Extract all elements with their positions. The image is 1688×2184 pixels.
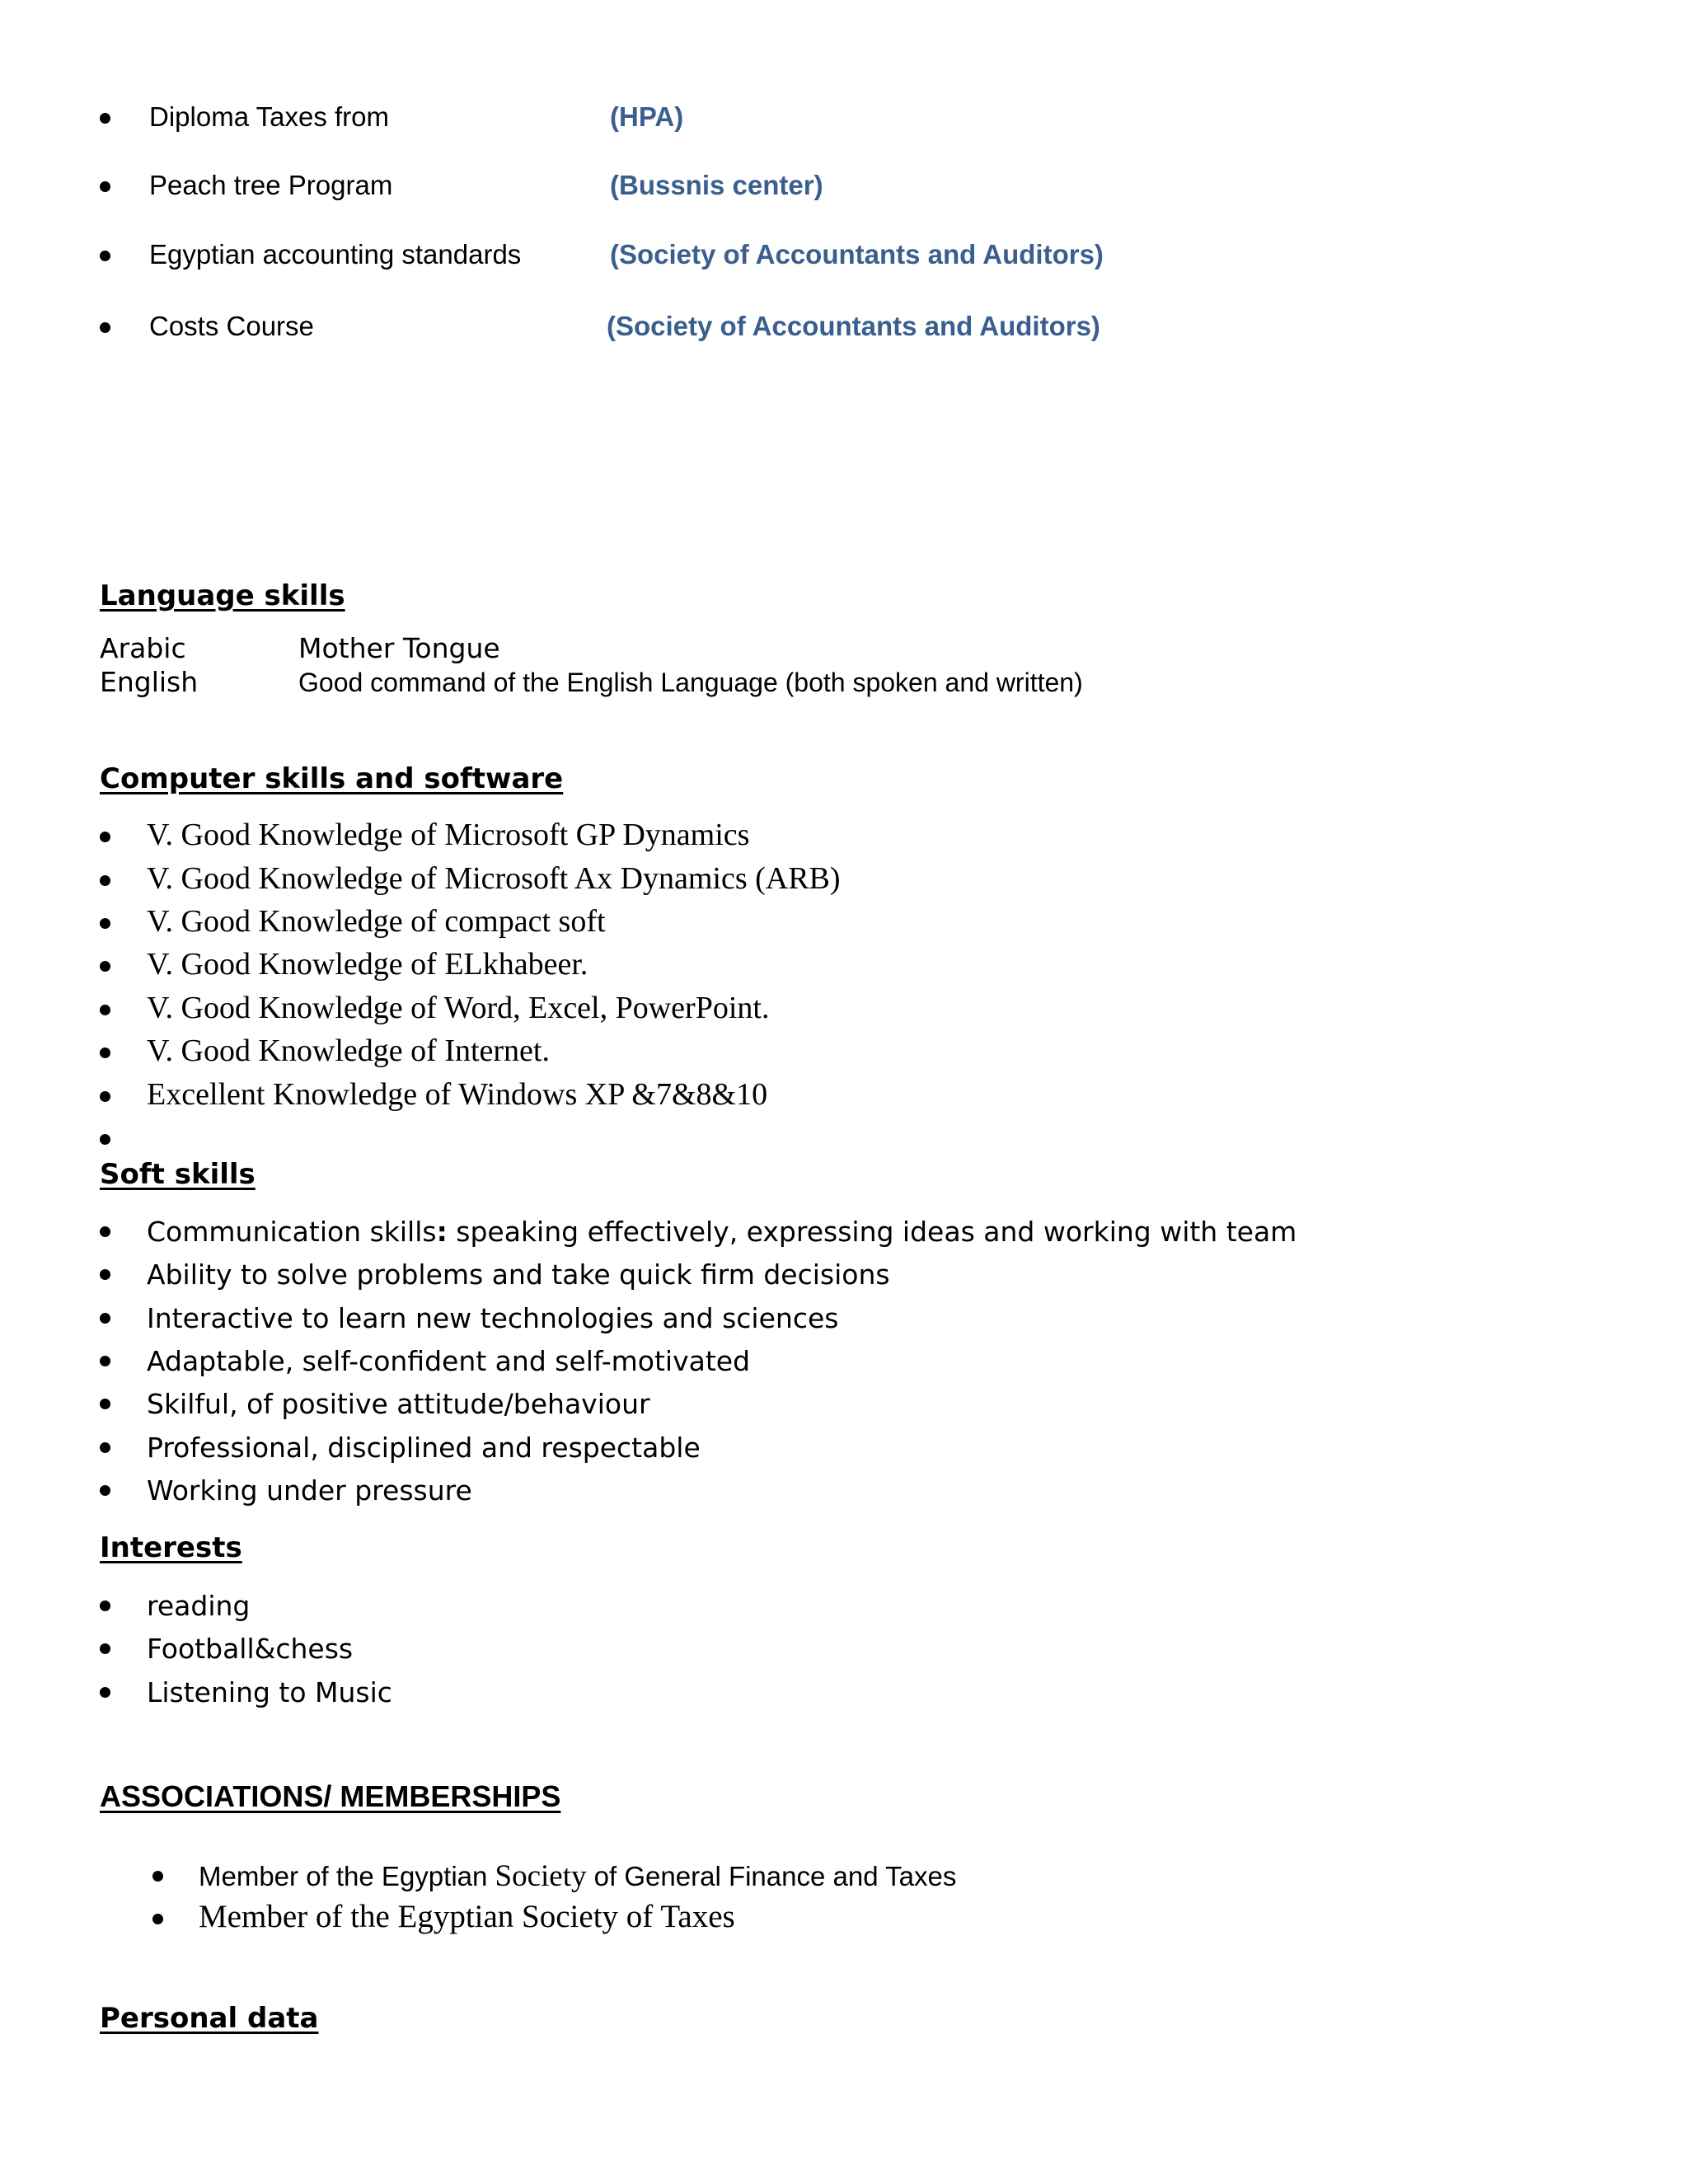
- bullet-icon: [100, 1643, 110, 1654]
- bullet-icon: [100, 1269, 110, 1280]
- section-heading-personal: Personal data: [100, 2002, 319, 2035]
- bullet-icon: [100, 1442, 110, 1453]
- list-item: Adaptable, self-confident and self-motivated: [147, 1345, 751, 1377]
- list-item: V. Good Knowledge of Microsoft Ax Dynamics (ARB): [147, 861, 841, 896]
- language-level: Mother Tongue: [298, 632, 500, 664]
- section-heading-associations: ASSOCIATIONS/ MEMBERSHIPS: [100, 1779, 561, 1813]
- list-item-emphasis: Society: [495, 1859, 587, 1893]
- list-item: Listening to Music: [147, 1676, 392, 1708]
- list-item: Excellent Knowledge of Windows XP &7&8&10: [147, 1077, 768, 1112]
- list-item-colon: :: [436, 1216, 448, 1248]
- bullet-icon: [100, 113, 110, 124]
- bullet-icon: [152, 1871, 163, 1882]
- course-name: Costs Course: [149, 311, 314, 341]
- list-item: V. Good Knowledge of Microsoft GP Dynamics: [147, 818, 750, 852]
- list-item: Working under pressure: [147, 1474, 472, 1507]
- list-item: Member of the Egyptian Society of Taxes: [199, 1899, 735, 1934]
- bullet-icon: [100, 1601, 110, 1611]
- bullet-icon: [100, 1091, 110, 1102]
- list-item: Interactive to learn new technologies and sciences: [147, 1302, 839, 1334]
- course-institution: (Bussnis center): [610, 170, 823, 200]
- bullet-icon: [100, 251, 110, 261]
- bullet-icon: [152, 1914, 163, 1924]
- list-item: Skilful, of positive attitude/behaviour: [147, 1388, 650, 1420]
- course-institution: (Society of Accountants and Auditors): [610, 239, 1104, 269]
- list-item: Professional, disciplined and respectable: [147, 1432, 701, 1464]
- bullet-icon: [100, 1047, 110, 1058]
- bullet-icon: [100, 181, 110, 192]
- bullet-icon: [100, 322, 110, 333]
- language-name: English: [100, 666, 199, 698]
- list-item: V. Good Knowledge of compact soft: [147, 904, 606, 939]
- course-name: Diploma Taxes from: [149, 101, 389, 132]
- list-item: V. Good Knowledge of ELkhabeer.: [147, 947, 588, 982]
- course-institution: (Society of Accountants and Auditors): [607, 311, 1100, 341]
- list-item: V. Good Knowledge of Internet.: [147, 1033, 550, 1068]
- language-level: Good command of the English Language (both spoken and written): [298, 668, 1083, 697]
- bullet-icon: [100, 875, 110, 886]
- section-heading-language: Language skills: [100, 579, 345, 612]
- list-item: V. Good Knowledge of Word, Excel, PowerPoint.: [147, 991, 770, 1025]
- bullet-icon: [100, 918, 110, 929]
- list-item: Football&chess: [147, 1633, 354, 1665]
- section-heading-interests: Interests: [100, 1531, 242, 1564]
- course-name: Peach tree Program: [149, 170, 393, 200]
- bullet-icon: [100, 1687, 110, 1698]
- bullet-icon: [100, 832, 110, 842]
- bullet-icon: [100, 1356, 110, 1366]
- list-item: Ability to solve problems and take quick firm decisions: [147, 1258, 890, 1291]
- course-institution: (HPA): [610, 101, 684, 132]
- bullet-icon: [100, 1005, 110, 1015]
- course-name: Egyptian accounting standards: [149, 239, 522, 269]
- section-heading-soft-skills: Soft skills: [100, 1158, 256, 1191]
- bullet-icon: [100, 1313, 110, 1324]
- bullet-icon: [100, 1399, 110, 1409]
- list-item-suffix: of General Finance and Taxes: [586, 1861, 957, 1891]
- language-name: Arabic: [100, 632, 186, 664]
- list-item: reading: [147, 1590, 251, 1622]
- list-item-prefix: Member of the Egyptian: [199, 1861, 495, 1891]
- list-item-rest: speaking effectively, expressing ideas and working with team: [447, 1216, 1297, 1248]
- list-item: [147, 1216, 1296, 1248]
- list-item-lead: Communication skills: [147, 1216, 437, 1248]
- list-item: [199, 1858, 956, 1894]
- bullet-icon: [100, 961, 110, 972]
- bullet-icon: [100, 1485, 110, 1496]
- bullet-icon: [100, 1134, 110, 1145]
- section-heading-computer: Computer skills and software: [100, 762, 564, 795]
- bullet-icon: [100, 1226, 110, 1237]
